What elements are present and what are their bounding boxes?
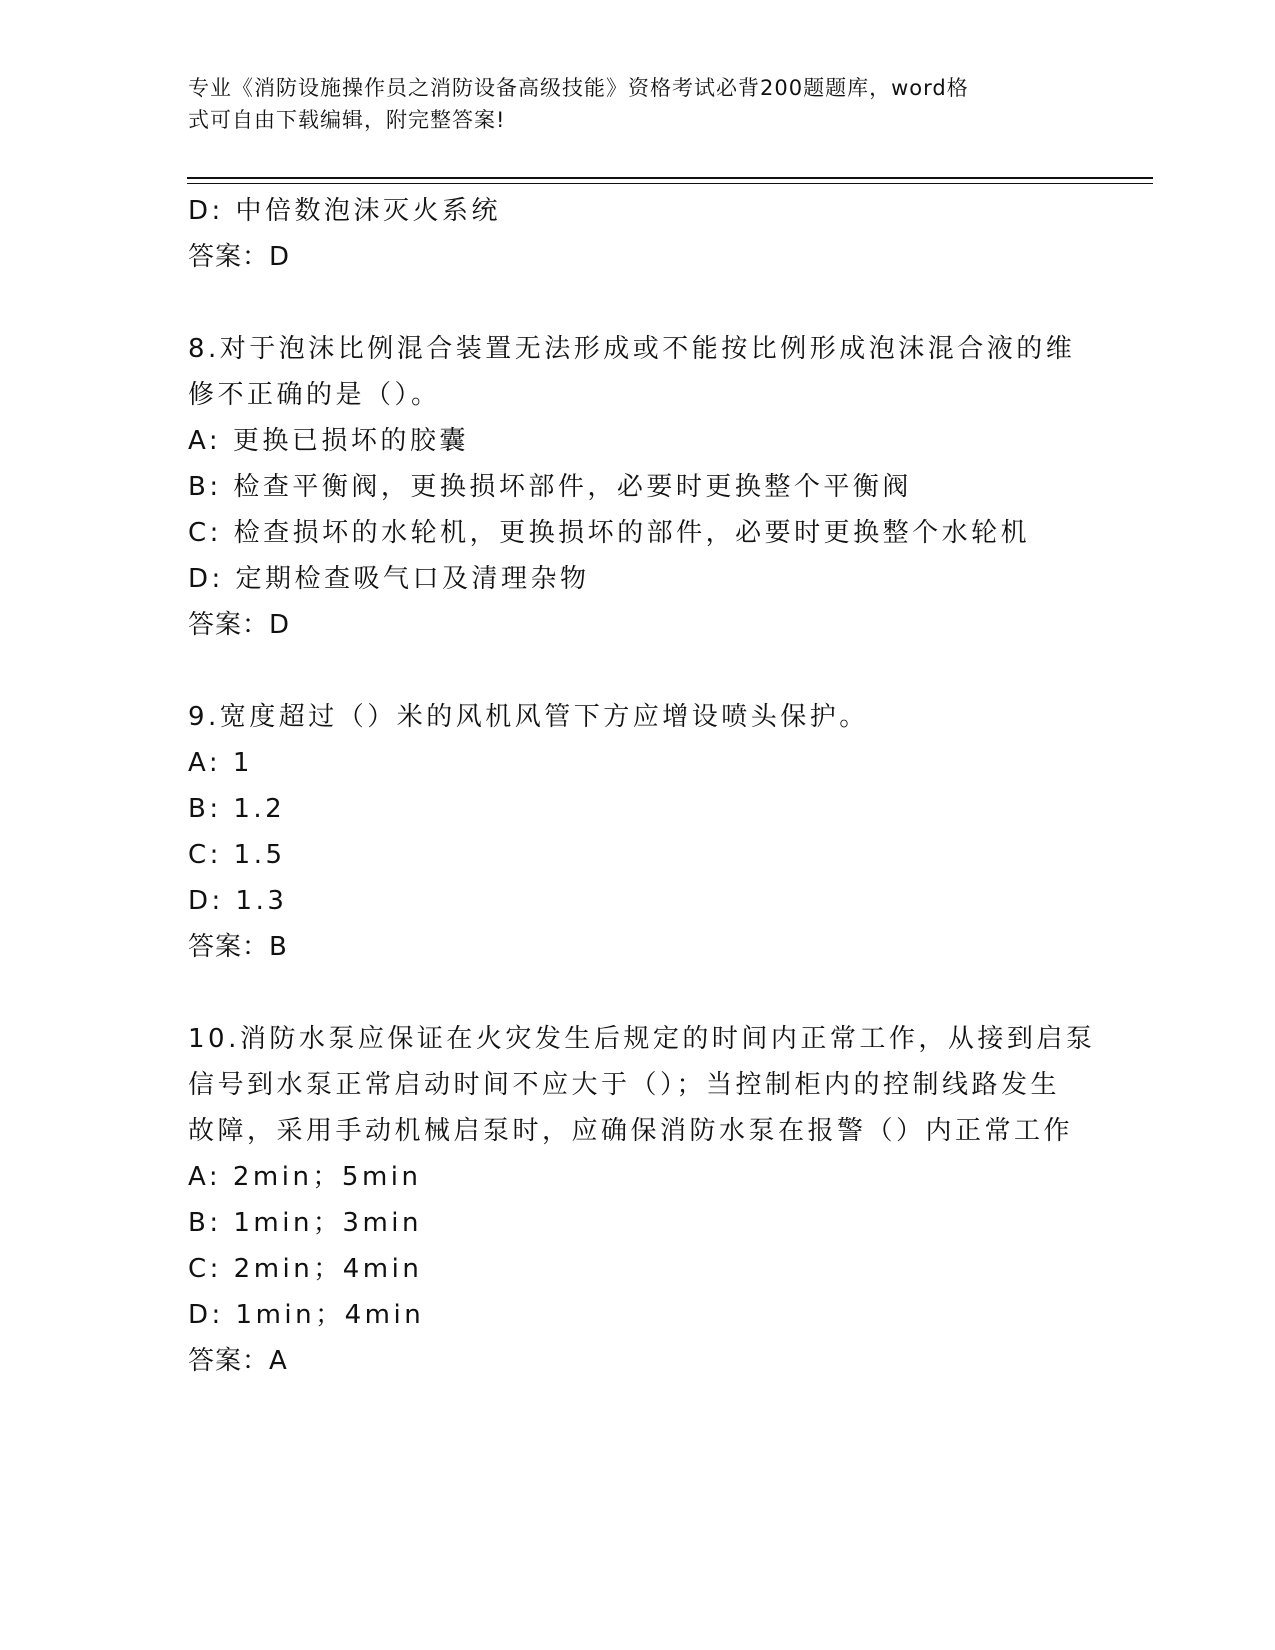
answer: 答案：B	[188, 932, 288, 962]
question-stem: 修不正确的是（）。	[188, 380, 441, 410]
spacer	[188, 648, 1118, 694]
option-a: A: 2min；5min	[188, 1162, 422, 1192]
option-c: C: 检查损坏的水轮机，更换损坏的部件，必要时更换整个水轮机	[188, 518, 1031, 548]
question-7-tail	[188, 188, 1118, 280]
document-header	[188, 72, 1068, 136]
option-b: B: 1.2	[188, 794, 286, 824]
option-d: D: 1min；4min	[188, 1300, 425, 1330]
question-list	[188, 188, 1118, 1384]
option-b: B: 检查平衡阀，更换损坏部件，必要时更换整个平衡阀	[188, 472, 912, 502]
option-d: D: 1.3	[188, 886, 288, 916]
option-a: A: 更换已损坏的胶囊	[188, 426, 469, 456]
answer: 答案：D	[188, 610, 291, 640]
question-stem: 8.对于泡沫比例混合装置无法形成或不能按比例形成泡沫混合液的维	[188, 334, 1076, 364]
option-b: B: 1min；3min	[188, 1208, 423, 1238]
question-stem: 信号到水泵正常启动时间不应大于（）；当控制柜内的控制线路发生	[188, 1070, 1061, 1100]
option-d: D: 中倍数泡沫灭火系统	[188, 196, 502, 226]
question-8	[188, 326, 1118, 648]
question-stem: 故障，采用手动机械启泵时，应确保消防水泵在报警（）内正常工作	[188, 1116, 1074, 1146]
spacer	[188, 280, 1118, 326]
header-divider-thick	[187, 177, 1153, 179]
option-c: C: 1.5	[188, 840, 286, 870]
header-divider-thin	[187, 183, 1153, 184]
header-line-2: 式可自由下载编辑，附完整答案!	[188, 108, 506, 132]
option-c: C: 2min；4min	[188, 1254, 423, 1284]
header-line-1: 专业《消防设施操作员之消防设备高级技能》资格考试必背200题题库，word格	[188, 76, 969, 100]
question-stem: 10.消防水泵应保证在火灾发生后规定的时间内正常工作，从接到启泵	[188, 1024, 1096, 1054]
spacer	[188, 970, 1118, 1016]
option-d: D: 定期检查吸气口及清理杂物	[188, 564, 590, 594]
question-10	[188, 1016, 1118, 1384]
question-stem: 9.宽度超过（）米的风机风管下方应增设喷头保护。	[188, 702, 869, 732]
question-9	[188, 694, 1118, 970]
option-a: A: 1	[188, 748, 253, 778]
answer: 答案：D	[188, 242, 291, 272]
answer: 答案：A	[188, 1346, 288, 1376]
